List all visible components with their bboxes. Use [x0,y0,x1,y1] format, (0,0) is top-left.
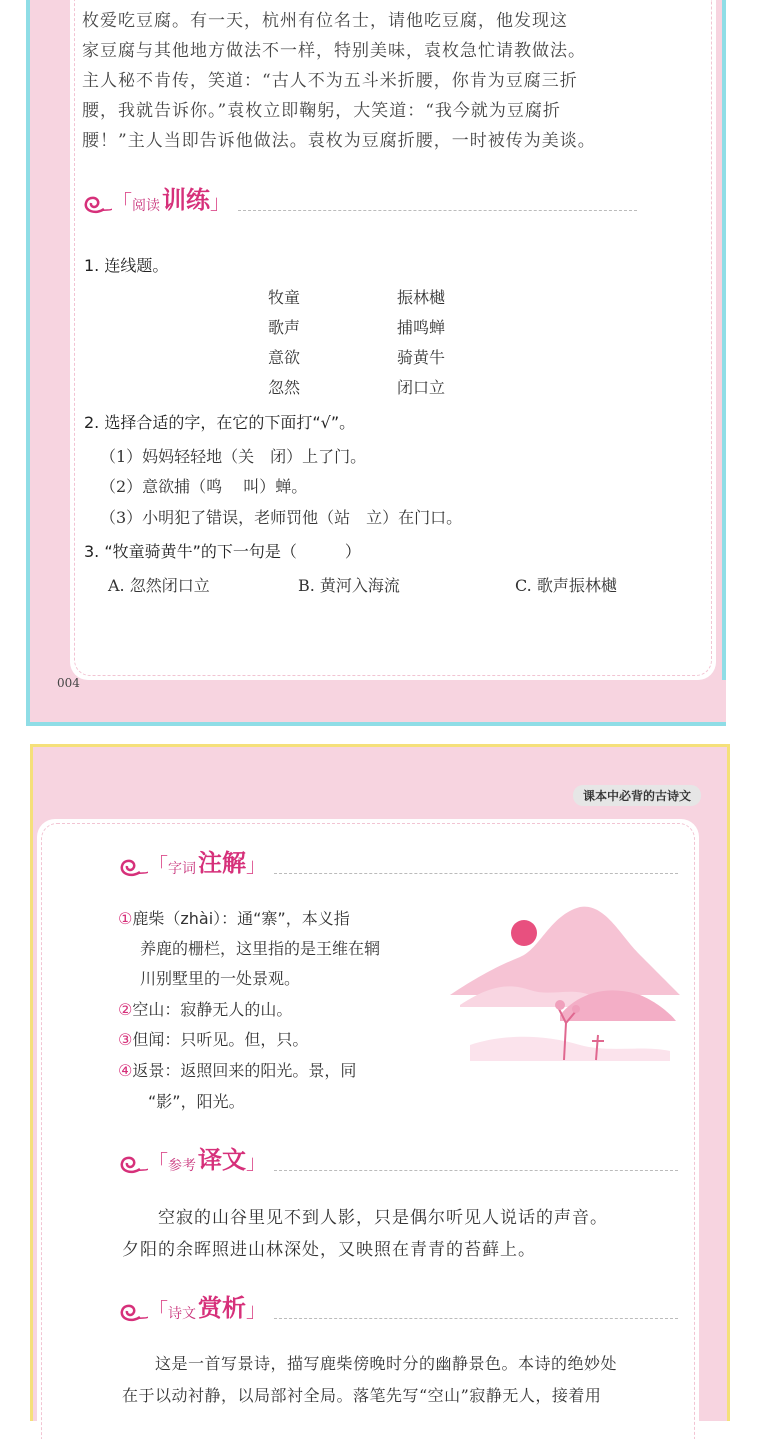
swirl-icon [118,852,148,878]
story-text [82,6,642,156]
analysis-line: 在于以动衬静，以局部衬全局。落笔先写“空山”寂静无人，接着用 [122,1386,602,1405]
question-2: 2. 选择合适的字，在它的下面打“√”。 [84,413,356,432]
story-line: 腰，我就告诉你。”袁枚立即鞠躬，大笑道：“我今就为豆腐折 [82,101,561,121]
analysis-heading: 「 诗文 赏析 」 [118,1288,678,1323]
section-small-label: 阅读 [132,198,160,214]
section-small-label: 参考 [168,1158,196,1174]
reading-practice-heading: 「 阅读 训练 」 [82,180,637,215]
section-title: 赏析 [198,1293,246,1322]
option-a: A. 忽然闭口立 [108,576,210,595]
story-line: 主人秘不肯传，笑道：“古人不为五斗米折腰，你肯为豆腐三折 [82,71,578,91]
match-right-item: 捕鸣蝉 [397,318,446,337]
question-2-item: （2）意欲捕（鸣 叫）蝉。 [100,477,308,496]
story-line: 家豆腐与其他地方做法不一样，特别美味，袁枚急忙请教做法。 [82,41,586,61]
section-title: 训练 [162,185,210,214]
match-right-item: 闭口立 [397,378,446,397]
note-line: 川别墅里的一处景观。 [140,969,301,988]
note-line: ③但闻：只听见。但，只。 [118,1030,309,1049]
option-c: C. 歌声振林樾 [515,576,617,595]
heading-divider [274,1318,678,1319]
note-line: ②空山：寂静无人的山。 [118,1000,293,1019]
analysis-line: 这是一首写景诗，描写鹿柴傍晚时分的幽静景色。本诗的绝妙处 [122,1354,618,1373]
section-title: 注解 [198,848,246,877]
heading-divider [238,210,637,211]
note-line: 养鹿的栅栏，这里指的是王维在辋 [140,939,381,958]
swirl-icon [118,1149,148,1175]
note-line: ④返景：返照回来的阳光。景，同 [118,1061,357,1080]
swirl-icon [118,1297,148,1323]
story-line: 腰！”主人当即告诉他做法。袁枚为豆腐折腰，一时被传为美谈。 [82,131,596,151]
match-left-item: 歌声 [268,318,301,337]
page-number: 004 [57,676,80,690]
translation-line: 夕阳的余晖照进山林深处，又映照在青青的苔藓上。 [122,1240,536,1260]
question-1: 1. 连线题。 [84,256,169,275]
match-left-item: 牧童 [268,288,301,307]
match-left-item: 忽然 [268,378,301,397]
word-notes-heading: 「 字词 注解 」 [118,843,678,878]
note-line: “影”，阳光。 [148,1092,245,1111]
translation-text [122,1202,682,1266]
question-2-item: （3）小明犯了错误，老师罚他（站 立）在门口。 [100,508,463,527]
section-small-label: 字词 [168,861,196,877]
option-b: B. 黄河入海流 [298,576,400,595]
swirl-icon [82,189,112,215]
heading-divider [274,873,678,874]
match-right-item: 振林樾 [397,288,446,307]
heading-divider [274,1170,678,1171]
question-3: 3. “牧童骑黄牛”的下一句是（ ） [84,542,361,561]
translation-heading: 「 参考 译文 」 [118,1140,678,1175]
question-2-item: （1）妈妈轻轻地（关 闭）上了门。 [100,447,367,466]
story-line: 枚爱吃豆腐。有一天，杭州有位名士，请他吃豆腐，他发现这 [82,11,568,31]
chapter-badge: 课本中必背的古诗文 [573,785,701,806]
analysis-text [122,1348,682,1412]
section-title: 译文 [198,1145,246,1174]
match-right-item: 骑黄牛 [397,348,446,367]
page-1-footer-strip [70,680,726,722]
mountain-illustration [440,895,680,1075]
translation-line: 空寂的山谷里见不到人影，只是偶尔听见人说话的声音。 [122,1208,608,1228]
note-line: ①鹿柴（zhài）：通“寨”，本义指 [118,909,350,928]
section-small-label: 诗文 [168,1306,196,1322]
match-left-item: 意欲 [268,348,301,367]
